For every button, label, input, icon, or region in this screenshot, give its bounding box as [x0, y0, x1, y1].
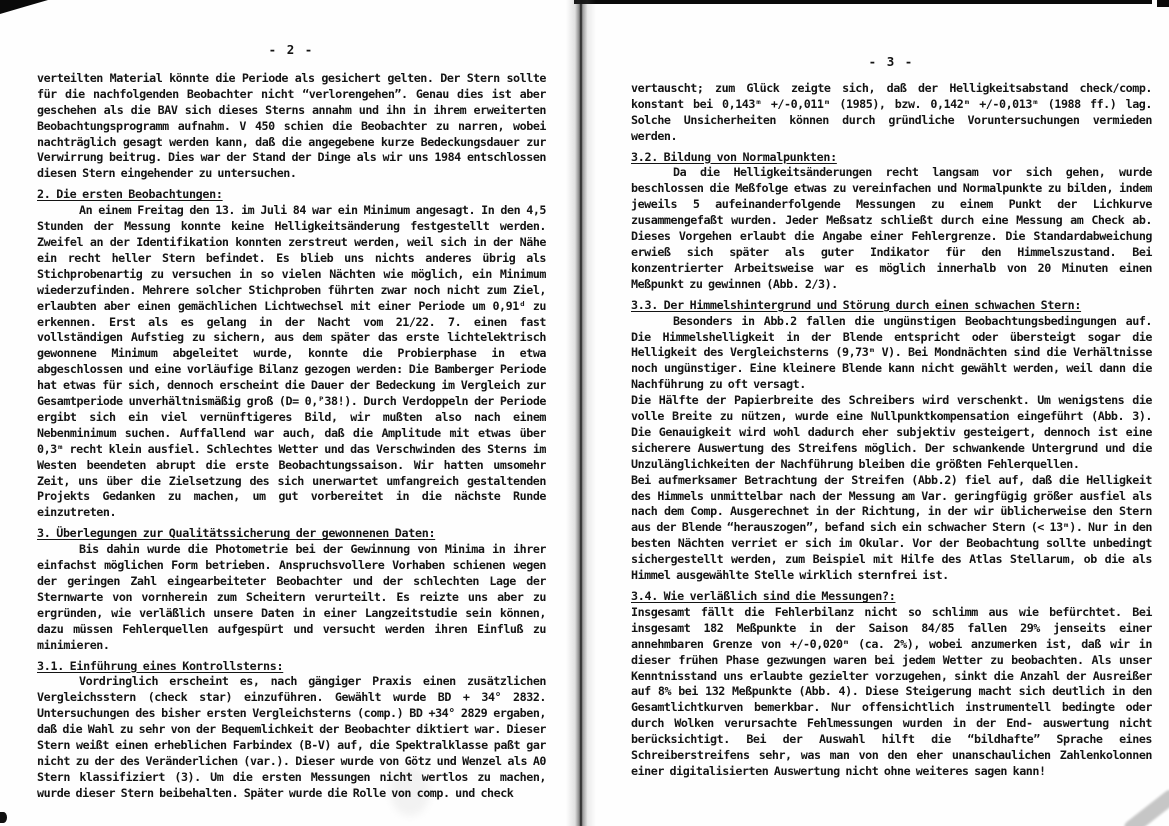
section-3-3-para3: Bei aufmerksamer Betrachtung der Streifen (Abb.2) fiel auf, daß die Helligkeit des Himmels unmittelbar nach der Messung am Var. geringfügig größer ausfiel als nach dem Comp. Ausgerechnet in der Richtung, in der wir üblicherweise den Stern aus der Blende “herauszogen”, befand sich ein schwacher Stern (< 13ᵐ). Nur in den besten Nächten verriet er sich im Okular. Vor der Beobachtung sollte unbedingt sichergestellt werden, zum Beispiel mit Hilfe des Atlas Stellarum, ob die als Himmel ausgewählte Stelle wirklich sternfrei ist. [631, 472, 1152, 583]
section-3-2-body: Da die Helligkeitsänderungen recht langsam vor sich gehen, wurde beschlossen die Meßfolge etwas zu vereinfachen und Normalpunkte zu bilden, indem jeweils 5 aufeinanderfolgende Messungen zu einem Punkt der Lichkurve zusammengefaßt wurden. Jeder Meßsatz schließt durch eine Messung am Check ab. Dieses Vorgehen erlaubt die Angabe einer Fehlergrenze. Die Standardabweichung erwieß sich später als guter Indikator für den Himmelszustand. Bei konzentrierter Arbeitsweise war es möglich innerhalb von 20 Minuten einen Meßpunkt zu gewinnen (Abb. 2/3). [631, 165, 1152, 291]
section-3-body: Bis dahin wurde die Photometrie bei der Gewinnung von Minima in ihrer einfachst möglichen Form betrieben. Anspruchsvollere Vorhaben schienen wegen der geringen Zahl eingearbeiteter Beobachter und der schlechten Lage der Sternwarte von vornherein zum Scheitern verurteilt. Es reizte uns aber zu ergründen, wie verläßlich unsere Daten in einer Langzeitstudie sein können, dazu müssen Fehlerquellen aufgespürt und versucht werden ihren Einfluß zu minimieren. [37, 542, 546, 652]
book-spine-gutter-shadow [566, 0, 596, 826]
section-3-4-heading: 3.4. Wie verläßlich sind die Messungen?: [631, 589, 896, 603]
section-3-1-heading: 3.1. Einführung eines Kontrollsterns: [37, 658, 284, 673]
section-2-body: An einem Freitag den 13. im Juli 84 war ein Minimum angesagt. In den 4,5 Stunden der Messung konnte keine Helligkeitsänderung festgestellt werden. Zweifel an der Identifikation konnten zerstreut werden, weil sich in der Nähe ein recht heller Stern befindet. Es blieb uns nichts anderes übrig als Stichprobenartig zu versuchen in so vielen Nächten wie möglich, ein Minimum wiederzufinden. Mehrere solcher Stichproben führten zwar noch nicht zum Ziel, erlaubten aber einen gemächlichen Lichtwechsel mit einer Periode um 0,91ᵈ zu erkennen. Erst als es gelang in der Nacht vom 21/22. 7. einen fast vollständigen Aufstieg zu sichern, aus dem später das erste lichtelektrisch gewonnene Minimum abgeleitet wurde, konnte die Probierphase in etwa abgeschlossen und eine vorläufige Bilanz gezogen werden: Die Bamberger Periode hat etwas für sich, dennoch erscheint die Dauer der Bedeckung im Vergleich zur Gesamtperiode unverhältnismäßig groß (D= 0,ᴾ38!). Durch Verdoppeln der Periode ergibt sich ein viel vernünftigeres Bild, wir mußten also nach einem Nebenminimum suchen. Auffallend war auch, daß die Amplitude mit etwas über 0,3ᵐ recht klein ausfiel. Schlechtes Wetter und das Verschwinden des Sterns im Westen beendeten abrupt die erste Beobachtungssaison. Wir hatten umsomehr Zeit, uns über die Zielsetzung des sich unerwartet umfangreich gestaltenden Projekts Gedanken zu machen, um gut vorbereitet in die nächste Runde einzutreten. [37, 203, 546, 520]
section-2-heading: 2. Die ersten Beobachtungen: [37, 187, 223, 202]
page-3 [631, 0, 1152, 780]
section-3-2-heading: 3.2. Bildung von Normalpunkten: [631, 149, 837, 164]
section-3-1-body: Vordringlich erscheint es, nach gängiger Praxis einen zusätzlichen Vergleichsstern (check star) einzuführen. Gewählt wurde BD + 34° 2832. Untersuchungen des bisher ersten Vergleichsterns (comp.) BD +34° 2829 ergaben, daß die Wahl zu sehr von der Bequemlichkeit der Beobachter diktiert war. Dieser Stern weißt einen erheblichen Farbindex (B-V) auf, die Spektralklasse paßt gar nicht zu der des Veränderlichen (var.). Dieser wurde von Götz und Wenzel als A0 Stern klassifiziert (3). Um die ersten Messungen nicht wertlos zu machen, wurde dieser Stern beibehalten. Später wurde die Rolle von comp. und check [37, 674, 546, 800]
page-number-2: - 2 - [268, 42, 315, 57]
paragraph-continuation-p2: verteilten Material könnte die Periode als gesichert gelten. Der Stern sollte für die nachfolgenden Beobachter nicht “verlorengehen”. Genau dies ist aber geschehen als die BAV sich dieses Sterns annahm und ihn in ihrem erweiterten Beobachtungsprogramm aufnahm. V 450 schien die Beobachter zu narren, wobei nachträglich gesagt werden kann, daß die angegebene kurze Bedeckungsdauer zur Verwirrung beitrug. Dies war der Stand der Dinge als wir uns 1984 entschlossen diesen Stern eingehender zu untersuchen. [37, 70, 546, 181]
page-2 [37, 0, 546, 802]
section-3-3-heading: 3.3. Der Himmelshintergrund und Störung durch einen schwachen Stern: [631, 297, 1082, 312]
paragraph-continuation-p3: vertauscht; zum Glück zeigte sich, daß der Helligkeitsabstand check/comp. konstant bei 0,143ᵐ +/-0,011ᵐ (1985), bzw. 0,142ᵐ +/-0,013ᵐ (1988 ff.) lag. Solche Unsicherheiten können durch gründliche Voruntersuchungen vermieden werden. [631, 80, 1152, 143]
scan-corner-shadow-top-right [1157, 0, 1169, 7]
section-3-3-para2: Die Hälfte der Papierbreite des Schreibers wird verschenkt. Um wenigstens die volle Breite zu nützen, wurde eine Nullpunktkompensation eingeführt (Abb. 3). Die Genauigkeit wird wohl dadurch eher subjektiv gesteigert, dennoch ist eine sicherere Auswertung des Streifens möglich. Der schwankende Untergrund und die Unzulänglichkeiten der Nachführung bleiben die größten Fehlerquellen. [631, 393, 1152, 471]
section-3-4-body: Insgesamt fällt die Fehlerbilanz nicht so schlimm aus wie befürchtet. Bei insgesamt 182 Meßpunkte in der Saison 84/85 fallen 29% jenseits einer annehmbaren Grenze von +/-0,020ᵐ (ca. 2%), wobei anzumerken ist, daß wir in dieser frühen Phase gezwungen waren bei jedem Wetter zu beobachten. Als unser Kenntnisstand uns erlaubte gezielter vorzugehen, sinkt die Anzahl der Ausreißer auf 8% bei 132 Meßpunkte (Abb. 4). Diese Steigerung macht sich deutlich in den Gesamtlichtkurven bemerkbar. Nur offensichtlich instrumentell bedingte oder durch Wolken verursachte Fehlmessungen wurden in der End- auswertung nicht berücksichtigt. Bei der Auswahl hilft die “bildhafte” Sprache eines Schreiberstreifens sehr, was man von den eher unanschaulichen Zahlenkolonnen einer digitalisierten Auswertung nicht ohne weiteres sagen kann! [631, 604, 1152, 778]
scan-speck-bottom-left [0, 812, 7, 823]
section-3-heading: 3. Überlegungen zur Qualitätssicherung der gewonnenen Daten: [37, 526, 436, 541]
page-number-3: - 3 - [868, 54, 915, 69]
section-3-3-para1: Besonders in Abb.2 fallen die ungünstigen Beobachtungsbedingungen auf. Die Himmelshelligkeit in der Blende entspricht oder übersteigt sogar die Helligkeit des Vergleichsterns (9,73ᵐ V). Bei Mondnächten sind die Verhältnisse noch ungünstiger. Eine kleinere Blende kann nicht gewählt werden, weil dann die Nachführung zu oft versagt. [631, 313, 1152, 392]
scan-smudge-bottom-right [1121, 787, 1169, 826]
